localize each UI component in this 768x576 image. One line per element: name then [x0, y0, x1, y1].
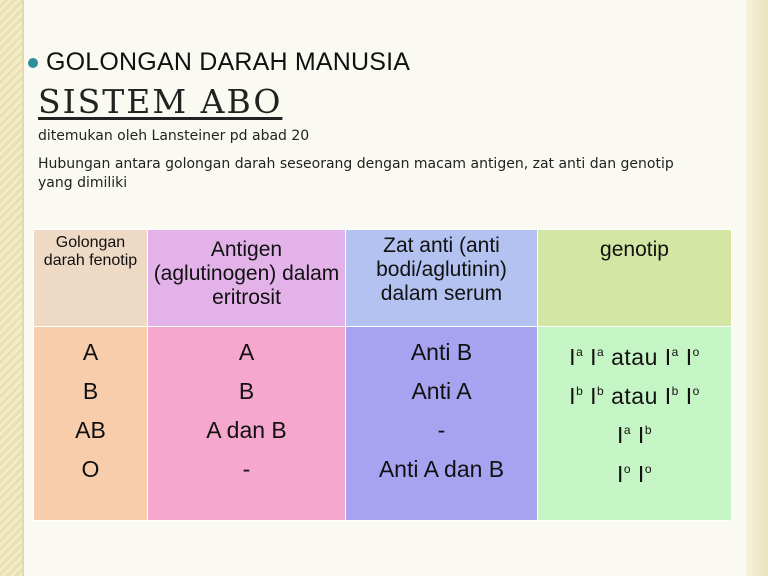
genotip-superscript: o	[692, 345, 700, 359]
zat-anti-cell: Anti B	[410, 339, 473, 365]
fenotip-cell: A	[82, 339, 99, 365]
genotip-allele: I	[616, 422, 624, 448]
zat-anti-cell: Anti A	[411, 378, 472, 404]
abo-table	[33, 229, 732, 521]
genotip-allele: atau I	[604, 383, 672, 409]
genotip-cell	[538, 333, 731, 372]
antigen-cell: A	[238, 339, 255, 365]
antigen-cell: B	[238, 378, 255, 404]
antigen-column	[148, 327, 346, 521]
genotip-superscript: a	[576, 345, 584, 359]
genotip-superscript: a	[671, 345, 679, 359]
genotip-superscript: o	[644, 462, 653, 476]
fenotip-cell: B	[82, 378, 99, 404]
genotip-column	[538, 327, 732, 521]
genotip-allele: I	[631, 461, 645, 487]
genotip-allele: I	[631, 422, 645, 448]
genotip-cell	[538, 450, 731, 489]
genotip-cell	[538, 411, 731, 450]
genotip-superscript: b	[576, 384, 584, 398]
genotip-superscript: a	[623, 423, 632, 437]
left-divider	[22, 0, 24, 576]
zat-anti-column	[346, 327, 538, 521]
genotip-allele: I	[569, 344, 577, 370]
genotip-superscript: o	[692, 384, 700, 398]
antigen-cell: A dan B	[206, 417, 287, 443]
genotip-allele: atau I	[604, 344, 672, 370]
header-fenotip: Golongan darah fenotip	[34, 230, 148, 327]
page-subtitle: SISTEM ABO	[38, 82, 283, 121]
genotip-superscript: a	[597, 345, 605, 359]
intro-text-1: ditemukan oleh Lansteiner pd abad 20	[38, 128, 310, 144]
genotip-allele: I	[583, 383, 598, 409]
page-title: GOLONGAN DARAH MANUSIA	[46, 48, 411, 76]
genotip-allele: I	[569, 383, 577, 409]
right-decorative-band	[746, 0, 768, 576]
table-body-row	[34, 327, 732, 521]
intro-text-2: Hubungan antara golongan darah seseorang dengan macam antigen, zat anti dan genotip yang dimiliki	[38, 156, 674, 191]
fenotip-column	[34, 327, 148, 521]
genotip-superscript: b	[597, 384, 605, 398]
genotip-superscript: b	[671, 384, 679, 398]
fenotip-cell: O	[81, 456, 100, 482]
antigen-cell: -	[242, 456, 251, 482]
genotip-cell	[538, 372, 731, 411]
table-header-row	[34, 230, 732, 327]
zat-anti-cell: Anti A dan B	[378, 456, 505, 482]
zat-anti-cell: -	[437, 417, 446, 443]
left-decorative-strip	[0, 0, 22, 576]
genotip-allele: I	[678, 344, 693, 370]
fenotip-cell: AB	[75, 417, 106, 443]
genotip-allele: I	[583, 344, 598, 370]
header-antigen: Antigen (aglutinogen) dalam eritrosit	[148, 230, 346, 327]
genotip-allele: I	[678, 383, 693, 409]
genotip-superscript: o	[623, 462, 632, 476]
genotip-allele: I	[616, 461, 624, 487]
title-row	[28, 48, 410, 77]
header-genotip: genotip	[538, 230, 732, 327]
genotip-superscript: b	[644, 423, 653, 437]
header-zat-anti: Zat anti (anti bodi/aglutinin) dalam serum	[346, 230, 538, 327]
bullet-icon	[28, 58, 38, 68]
